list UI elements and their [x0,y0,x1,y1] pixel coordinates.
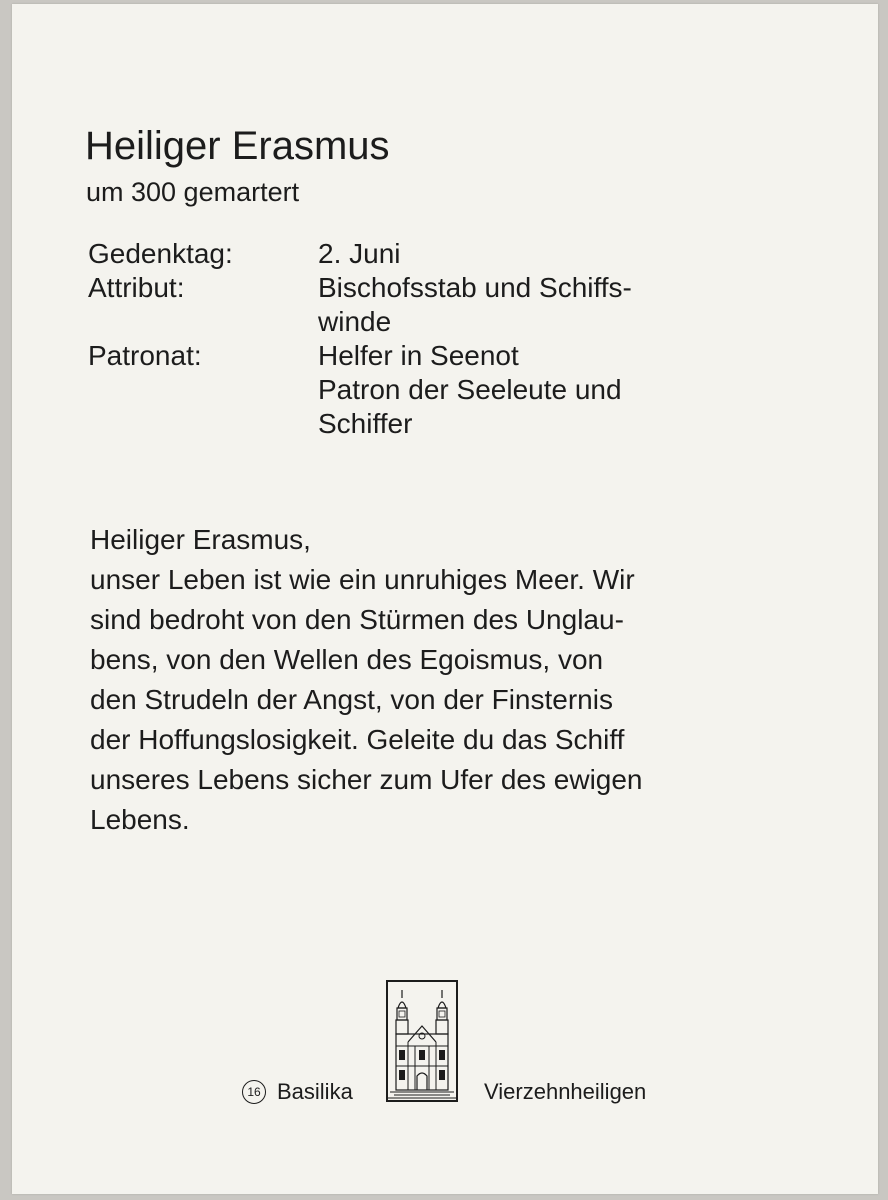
fact-value-line: Schiffer [318,408,413,439]
prayer-line: der Hoffungslosigkeit. Geleite du das Schiff [90,724,625,755]
basilica-church-icon [386,980,458,1102]
prayer-line: unseres Lebens sicher zum Ufer des ewigen [90,764,643,795]
card-title: Heiliger Erasmus [85,124,390,168]
fact-label: Patronat: [88,340,202,371]
fact-value-line: 2. Juni [318,238,401,269]
card-number-badge: 16 [242,1080,266,1104]
card-subtitle: um 300 gemartert [86,177,300,207]
prayer-text [90,520,790,840]
prayer-line: Heiliger Erasmus, [90,524,311,555]
fact-label: Gedenktag: [88,238,233,269]
fact-value [318,237,401,271]
prayer-line: Lebens. [90,804,190,835]
prayer-card [12,4,878,1194]
prayer-line: den Strudeln der Angst, von der Finsternis [90,684,613,715]
fact-value [318,271,632,339]
footer-vierzehnheiligen: Vierzehnheiligen [484,1079,647,1104]
prayer-line: bens, von den Wellen des Egoismus, von [90,644,604,675]
prayer-line: unser Leben ist wie ein unruhiges Meer. Wir [90,564,635,595]
fact-value-line: winde [318,306,392,337]
footer-basilika: Basilika [277,1079,353,1104]
fact-value-line: Bischofsstab und Schiffs- [318,272,632,303]
fact-value-line: Patron der Seeleute und [318,374,622,405]
fact-value [318,339,622,441]
fact-value-line: Helfer in Seenot [318,340,519,371]
fact-label: Attribut: [88,272,185,303]
prayer-line: sind bedroht von den Stürmen des Unglau- [90,604,624,635]
